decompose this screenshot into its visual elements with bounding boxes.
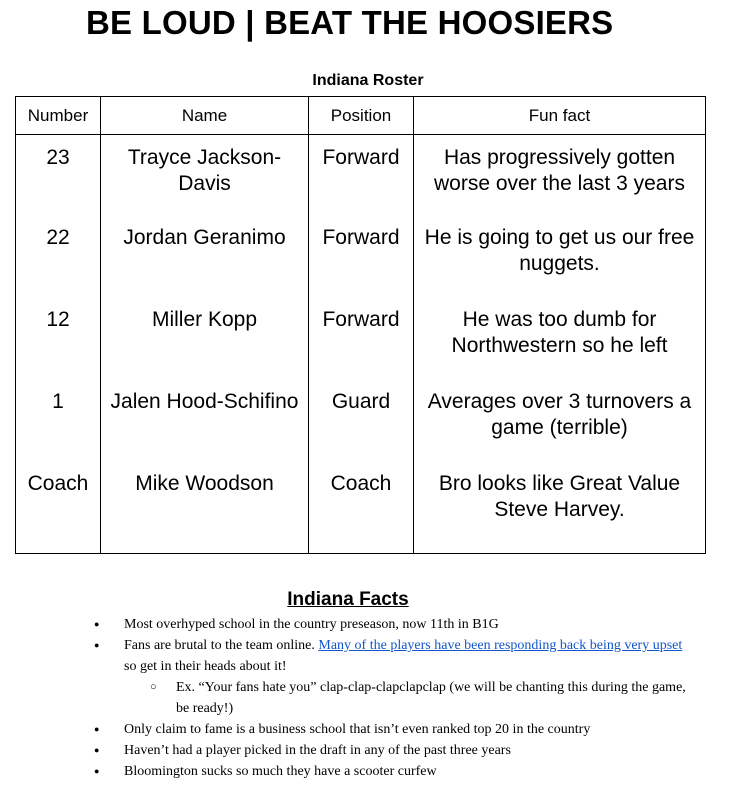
list-item: ● Most overhyped school in the country preseason, now 11th in B1G [92, 614, 692, 635]
column-header-fun-fact: Fun fact [414, 97, 706, 135]
players-responding-link[interactable]: Many of the players have been responding back being very upset [318, 638, 683, 653]
cell-position: Coach [309, 461, 414, 554]
sub-list-item: ○ Ex. “Your fans hate you” clap-clap-clapclapclap (we will be chanting this during the game, be ready!) [176, 677, 692, 719]
cell-fun-fact: Has progressively gotten worse over the last 3 years [414, 135, 706, 215]
cell-number: Coach [16, 461, 101, 554]
cell-fun-fact: He is going to get us our free nuggets. [414, 215, 706, 297]
table-row [16, 297, 706, 379]
table-row [16, 135, 706, 215]
cell-fun-fact: Bro looks like Great Value Steve Harvey. [414, 461, 706, 554]
cell-position: Forward [309, 135, 414, 215]
cell-name: Jordan Geranimo [101, 215, 309, 297]
table-row [16, 461, 706, 554]
cell-fun-fact: Averages over 3 turnovers a game (terrible) [414, 379, 706, 461]
column-header-position: Position [309, 97, 414, 135]
page-title: BE LOUD | BEAT THE HOOSIERS [86, 4, 614, 41]
cell-position: Forward [309, 297, 414, 379]
cell-number: 1 [16, 379, 101, 461]
cell-name: Mike Woodson [101, 461, 309, 554]
column-header-number: Number [16, 97, 101, 135]
table-row [16, 215, 706, 297]
cell-position: Forward [309, 215, 414, 297]
list-item: ● Only claim to fame is a business school that isn’t even ranked top 20 in the country [92, 719, 692, 740]
cell-fun-fact: He was too dumb for Northwestern so he left [414, 297, 706, 379]
column-header-name: Name [101, 97, 309, 135]
cell-name: Jalen Hood-Schifino [101, 379, 309, 461]
list-item: ● Haven’t had a player picked in the draft in any of the past three years [92, 740, 692, 761]
table-row [16, 379, 706, 461]
cell-name: Trayce Jackson-Davis [101, 135, 309, 215]
roster-heading: Indiana Roster [312, 72, 424, 89]
cell-name: Miller Kopp [101, 297, 309, 379]
facts-heading: Indiana Facts [287, 589, 409, 610]
cell-number: 23 [16, 135, 101, 215]
roster-header-row [16, 97, 706, 135]
list-item: ● Bloomington sucks so much they have a scooter curfew [92, 761, 692, 782]
cell-position: Guard [309, 379, 414, 461]
cell-number: 22 [16, 215, 101, 297]
list-item: ● Fans are brutal to the team online. Many of the players have been responding back being very upset so get in their heads about it! ○ Ex. “Your fans hate you” clap-clap-clapclapclap (we will be chanting this during the game, be ready!) [92, 635, 692, 719]
cell-number: 12 [16, 297, 101, 379]
facts-sublist [124, 677, 692, 719]
roster-table [15, 96, 706, 554]
facts-list [92, 614, 692, 782]
